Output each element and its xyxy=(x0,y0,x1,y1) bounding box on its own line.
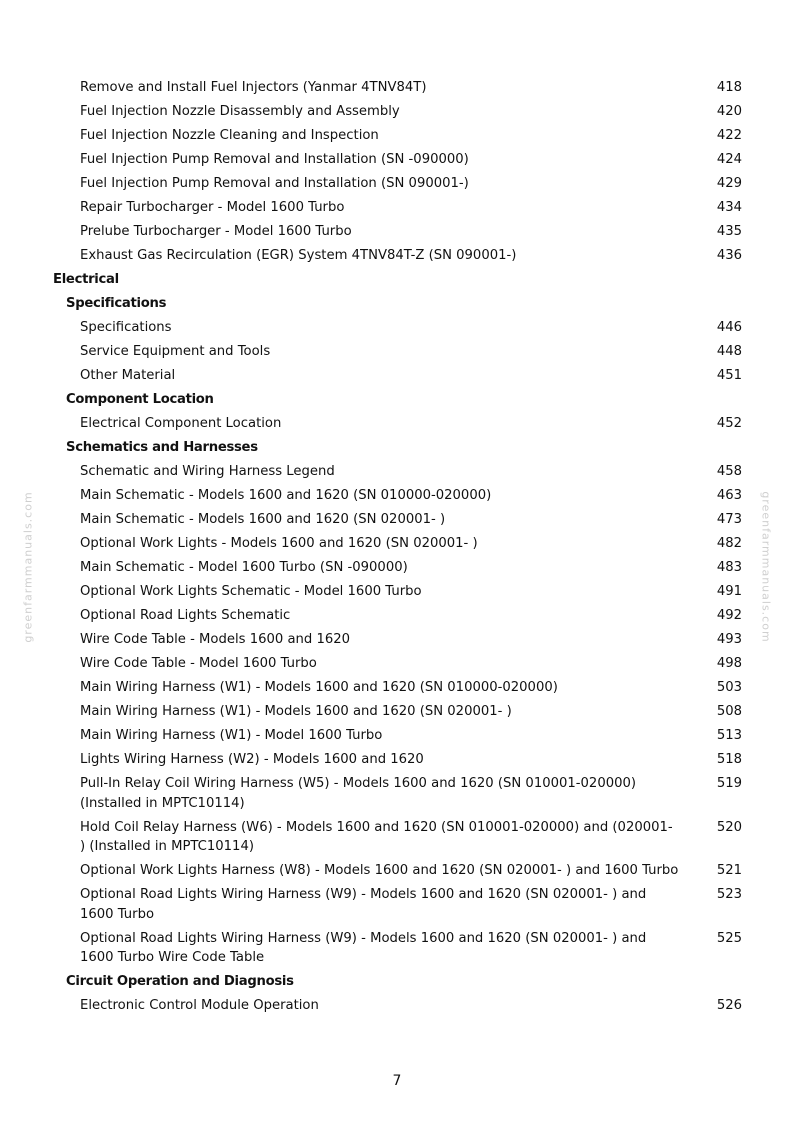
toc-entry[interactable] xyxy=(0,148,794,172)
toc-entry-page: 519 xyxy=(716,776,742,792)
toc-entry-title: Main Schematic - Models 1600 and 1620 (SN 010000-020000) xyxy=(80,488,492,504)
toc-entry[interactable] xyxy=(0,100,794,124)
toc-entry[interactable] xyxy=(0,604,794,628)
toc-entry-page: 493 xyxy=(716,632,742,648)
toc-entry-title: Electronic Control Module Operation xyxy=(80,998,319,1014)
toc-entry-page: 492 xyxy=(716,608,742,624)
toc-entry-title: Fuel Injection Pump Removal and Installation (SN -090000) xyxy=(80,152,469,168)
toc-entry-title: Optional Road Lights Schematic xyxy=(80,608,291,624)
toc-entry-title: Electrical xyxy=(53,272,119,288)
toc-entry[interactable] xyxy=(0,700,794,724)
toc-entry-page: 420 xyxy=(716,104,742,120)
toc-entry-page: 513 xyxy=(716,728,742,744)
toc-entry-title: Remove and Install Fuel Injectors (Yanmar 4TNV84T) xyxy=(80,80,427,96)
toc-entry-page: 422 xyxy=(716,128,742,144)
toc-entry[interactable] xyxy=(0,532,794,556)
toc-entry[interactable] xyxy=(0,460,794,484)
toc-entry-title: Main Schematic - Models 1600 and 1620 (SN 020001- ) xyxy=(80,512,446,528)
toc-entry[interactable] xyxy=(0,927,794,971)
toc-entry-page: 521 xyxy=(716,863,742,879)
toc-entry-page: 463 xyxy=(716,488,742,504)
toc-entry-page: 452 xyxy=(716,416,742,432)
toc-subsection-heading xyxy=(0,292,794,316)
toc-entry-title: Fuel Injection Nozzle Cleaning and Inspection xyxy=(80,128,379,144)
toc-entry-page: 418 xyxy=(716,80,742,96)
toc-entry-title: Component Location xyxy=(66,392,214,408)
toc-entry[interactable] xyxy=(0,883,794,927)
toc-entry[interactable] xyxy=(0,748,794,772)
toc-entry-page: 520 xyxy=(716,819,742,835)
toc-entry[interactable] xyxy=(0,244,794,268)
toc-entry-title: Schematics and Harnesses xyxy=(66,440,258,456)
toc-entry-title: Repair Turbocharger - Model 1600 Turbo xyxy=(80,200,345,216)
toc-entry-title: Main Wiring Harness (W1) - Models 1600 and 1620 (SN 010000-020000) xyxy=(80,680,558,696)
toc-entry-title: Schematic and Wiring Harness Legend xyxy=(80,464,335,480)
toc-entry[interactable] xyxy=(0,364,794,388)
toc-entry-page: 498 xyxy=(716,656,742,672)
toc-entry-title: Service Equipment and Tools xyxy=(80,344,271,360)
toc-entry-title: Optional Road Lights Wiring Harness (W9) - Models 1600 and 1620 (SN 020001- ) and 1600 Turbo Wire Code Table xyxy=(80,930,647,966)
toc-entry-page: 424 xyxy=(716,152,742,168)
watermark-left: greenfarmmanuals.com xyxy=(21,491,35,643)
toc-entry[interactable] xyxy=(0,772,794,816)
toc-entry[interactable] xyxy=(0,340,794,364)
toc-entry-title: Wire Code Table - Models 1600 and 1620 xyxy=(80,632,351,648)
toc-entry-title: Main Wiring Harness (W1) - Models 1600 and 1620 (SN 020001- ) xyxy=(80,704,512,720)
toc-entry-page: 483 xyxy=(716,560,742,576)
toc-entry-title: Optional Road Lights Wiring Harness (W9) - Models 1600 and 1620 (SN 020001- ) and 1600 Turbo xyxy=(80,887,647,922)
toc-entry-title: Main Wiring Harness (W1) - Model 1600 Turbo xyxy=(80,728,383,744)
toc-entry-title: Pull-In Relay Coil Wiring Harness (W5) - Models 1600 and 1620 (SN 010001-020000)(Installed in MPTC10114) xyxy=(80,776,637,811)
watermark-right: greenfarmmanuals.com xyxy=(759,491,773,643)
toc-entry-page: 503 xyxy=(716,680,742,696)
toc-entry-title: Other Material xyxy=(80,368,176,384)
toc-entry-title: Fuel Injection Pump Removal and Installation (SN 090001-) xyxy=(80,176,469,192)
toc-entry-page: 435 xyxy=(716,224,742,240)
toc-entry[interactable] xyxy=(0,580,794,604)
toc-entry-page: 526 xyxy=(716,998,742,1014)
toc-entry-page: 473 xyxy=(716,512,742,528)
toc-entry-page: 446 xyxy=(716,320,742,336)
toc-entry[interactable] xyxy=(0,220,794,244)
toc-entry-page: 429 xyxy=(716,176,742,192)
toc-entry-page: 523 xyxy=(716,887,742,903)
toc-entry[interactable] xyxy=(0,676,794,700)
toc-entry-title: Optional Work Lights - Models 1600 and 1620 (SN 020001- ) xyxy=(80,536,478,552)
toc-entry-page: 448 xyxy=(716,344,742,360)
toc-entry[interactable] xyxy=(0,484,794,508)
toc-section-heading xyxy=(0,268,794,292)
toc-entry[interactable] xyxy=(0,316,794,340)
toc-entry-title: Wire Code Table - Model 1600 Turbo xyxy=(80,656,317,672)
toc-entry-title: Circuit Operation and Diagnosis xyxy=(66,974,294,990)
toc-entry-title: Optional Work Lights Harness (W8) - Models 1600 and 1620 (SN 020001- ) and 1600 Turbo xyxy=(80,863,679,879)
toc-entry-title: Lights Wiring Harness (W2) - Models 1600 and 1620 xyxy=(80,752,424,768)
toc-entry-page: 525 xyxy=(716,930,742,946)
toc-entry-title: Electrical Component Location xyxy=(80,416,282,432)
toc-entry-page: 518 xyxy=(716,752,742,768)
toc-entry[interactable] xyxy=(0,859,794,883)
toc-entry-page: 491 xyxy=(716,584,742,600)
toc-entry-title: Main Schematic - Model 1600 Turbo (SN -090000) xyxy=(80,560,408,576)
toc-entry[interactable] xyxy=(0,124,794,148)
toc-entry-page: 451 xyxy=(716,368,742,384)
toc-subsection-heading xyxy=(0,970,794,994)
toc-entry-page: 436 xyxy=(716,248,742,264)
toc-entry-page: 508 xyxy=(716,704,742,720)
toc-entry-title: Exhaust Gas Recirculation (EGR) System 4TNV84T-Z (SN 090001-) xyxy=(80,248,517,264)
toc-entry-title: Specifications xyxy=(80,320,172,336)
toc-entry[interactable] xyxy=(0,412,794,436)
toc-entry[interactable] xyxy=(0,76,794,100)
toc-entry[interactable] xyxy=(0,556,794,580)
toc-entry[interactable] xyxy=(0,508,794,532)
toc-entry[interactable] xyxy=(0,628,794,652)
toc-entry-page: 482 xyxy=(716,536,742,552)
page-number: 7 xyxy=(392,1073,402,1089)
toc-entry-title: Fuel Injection Nozzle Disassembly and Assembly xyxy=(80,104,400,120)
toc-entry-page: 458 xyxy=(716,464,742,480)
table-of-contents xyxy=(0,76,794,1018)
toc-entry-title: Optional Work Lights Schematic - Model 1600 Turbo xyxy=(80,584,422,600)
toc-entry[interactable] xyxy=(0,994,794,1018)
toc-entry-title: Hold Coil Relay Harness (W6) - Models 1600 and 1620 (SN 010001-020000) and (020001- ) (Installed in MPTC10114) xyxy=(80,819,673,855)
toc-entry-title: Specifications xyxy=(66,296,167,312)
toc-entry-page: 434 xyxy=(716,200,742,216)
toc-entry[interactable] xyxy=(0,172,794,196)
toc-entry-title: Prelube Turbocharger - Model 1600 Turbo xyxy=(80,224,352,240)
toc-entry[interactable] xyxy=(0,196,794,220)
toc-entry[interactable] xyxy=(0,724,794,748)
toc-subsection-heading xyxy=(0,436,794,460)
toc-entry[interactable] xyxy=(0,816,794,860)
toc-subsection-heading xyxy=(0,388,794,412)
toc-entry[interactable] xyxy=(0,652,794,676)
